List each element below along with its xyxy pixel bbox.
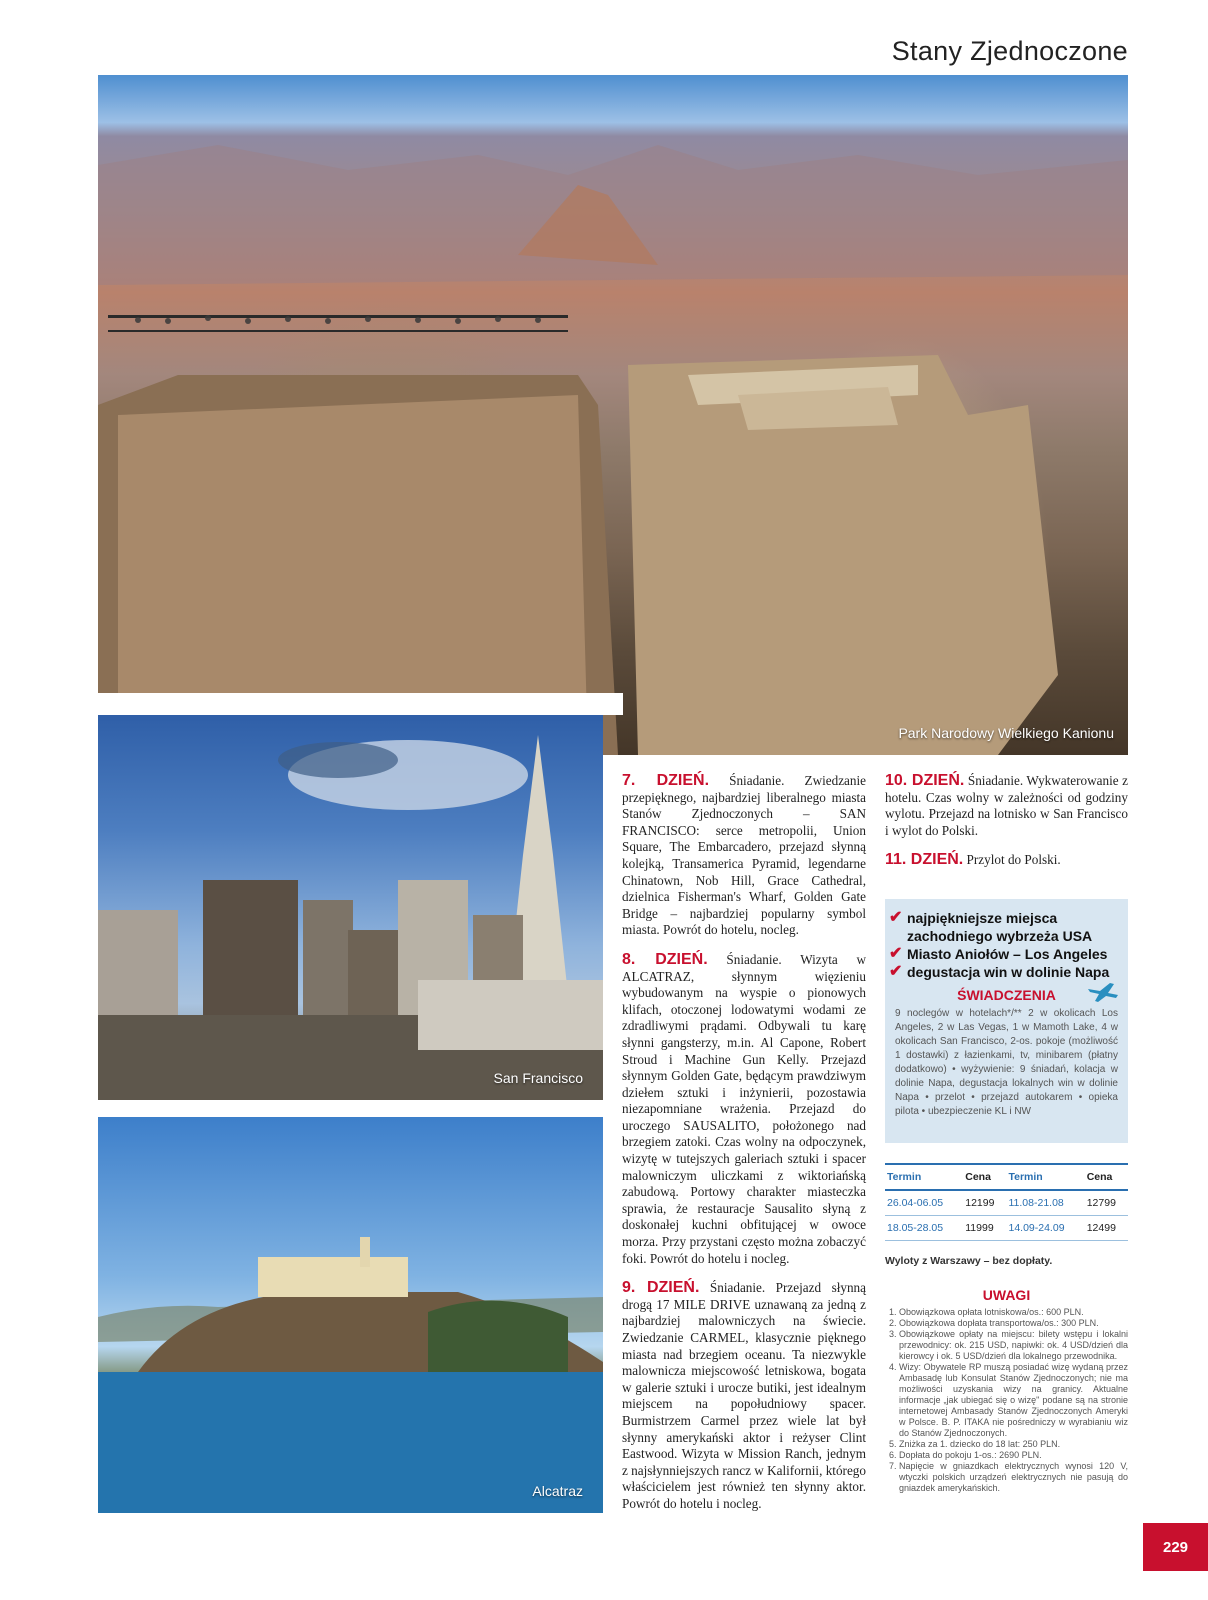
grand-canyon-photo xyxy=(98,75,1128,755)
canyon-caption: Park Narodowy Wielkiego Kanionu xyxy=(898,725,1114,741)
term-cell: 14.09-24.09 xyxy=(1006,1216,1084,1241)
header-term: Termin xyxy=(885,1164,963,1190)
day-text: Śniadanie. Przejazd słynną drogą 17 MILE DRIVE uznawaną za jedną z najbardziej malowniczych na świecie. Zwiedzanie CARMEL, klasycznie pięknego miasta nad brzegiem oceanu. Ta niezwykle malownicza miejscowość letniskowa, bogata w galerie sztuki i urocze butiki, jest idealnym miejscem na popołudniowy spacer. Burmistrzem Carmel przez wiele lat był słynny amerykański aktor i reżyser Clint Eastwood. Wizyta w Mission Ranch, jednym z najsłynniejszych rancz w Kalifornii, którego właścicielem jest również ten słynny aktor. Powrót do hotelu i nocleg. xyxy=(622,1280,866,1511)
itinerary-column-right xyxy=(885,773,1128,882)
table-row xyxy=(885,1190,1128,1216)
uwagi-item: 4. Wizy: Obywatele RP muszą posiadać wizę wydaną przez Ambasadę lub Konsulat Stanów Zjednoczonych; nie ma możliwości uzyskania wizy na granicy. Aktualne informacje „jak ubiegać się o wizę" podane są na stronie internetowej Ambasady Stanów Zjednoczonych Ameryki w Polsce. B. P. ITAKA nie pośredniczy w wyrabianiu wiz do Stanów Zjednoczonych. xyxy=(899,1362,1128,1439)
table-row xyxy=(885,1216,1128,1241)
san-francisco-photo xyxy=(98,715,603,1100)
flights-note: Wyloty z Warszawy – bez dopłaty. xyxy=(885,1255,1053,1267)
price-cell: 11999 xyxy=(963,1216,1006,1241)
day-text: Śniadanie. Wykwaterowanie z hotelu. Czas wolny w zależności od godziny wylotu. Przejazd na lotnisko w San Francisco i wylot do Polski. xyxy=(885,773,1128,838)
skyline-illustration xyxy=(98,715,603,1100)
header-price: Cena xyxy=(1085,1164,1128,1190)
check-icon: ✔ xyxy=(889,909,903,926)
uwagi-item: 5. Zniżka za 1. dziecko do 18 lat: 250 PLN. xyxy=(899,1439,1128,1450)
day-8 xyxy=(622,952,866,1267)
swiadczenia-title: ŚWIADCZENIA xyxy=(957,987,1056,1003)
itinerary-column-middle xyxy=(622,773,866,1526)
day-label: 11. DZIEŃ. xyxy=(885,851,964,869)
price-cell: 12199 xyxy=(963,1190,1006,1216)
uwagi-list xyxy=(885,1307,1128,1494)
page-number: 229 xyxy=(1143,1523,1208,1571)
price-table xyxy=(885,1163,1128,1241)
page-title: Stany Zjednoczone xyxy=(891,36,1128,66)
day-text: Śniadanie. Wizyta w ALCATRAZ, słynnym więzieniu wybudowanym na wyspie o pionowych klifach, otoczonej lodowatymi wodami ze zdradliwymi prądami. Odbywali tu karę słynni gangsterzy, m.in. Al Capone, Robert Stroud i Machine Gun Kelly. Przejazd słynnym Golden Gate, będącym prawdziwym dziełem sztuki i inżynierii, pozostawia niezapomniane wrażenia. Przejazd do uroczego SAUSALITO, położonego nad brzegiem zatoki. Czas wolny na odpoczynek, wizytę w tutejszych galeriach sztuki i spacer malowniczym uliczkami z wiktoriańską zabudową. Portowy charakter miasteczka sprawia, że restauracje Sausalito słyną z doskonałej kuchni obfitującej w owoce morza. Przy przystani często można zobaczyć foki. Powrót do hotelu i nocleg. xyxy=(622,951,866,1266)
day-label: 7. DZIEŃ. xyxy=(622,772,710,789)
term-cell: 11.08-21.08 xyxy=(1006,1190,1084,1216)
price-cell: 12799 xyxy=(1085,1190,1128,1216)
day-label: 9. DZIEŃ. xyxy=(622,1279,700,1297)
swiadczenia-text: 9 noclegów w hotelach*/** 2 w okolicach Los Angeles, 2 w Las Vegas, 1 w Mamoth Lake, 4 w okolicach San Francisco, 2-os. pokoje (możliwość 1 dostawki) z łazienkami, tv, minibarem (płatny dodatkowo) • wyżywienie: 9 śniadań, kolacja w dolinie Napa, degustacja lokalnych win w dolinie Napa • przelot • przejazd autokarem • opieka pilota • ubezpieczenie KL i NW xyxy=(895,1008,1118,1117)
day-9 xyxy=(622,1280,866,1512)
photo-frame-gap xyxy=(98,693,623,715)
highlights-box xyxy=(885,899,1128,1143)
day-11 xyxy=(885,852,1128,869)
header-price: Cena xyxy=(963,1164,1006,1190)
uwagi-item: 2. Obowiązkowa dopłata transportowa/os.: 300 PLN. xyxy=(899,1318,1128,1329)
header-term: Termin xyxy=(1006,1164,1084,1190)
price-cell: 12499 xyxy=(1085,1216,1128,1241)
uwagi-item: 3. Obowiązkowe opłaty na miejscu: bilety wstępu i lokalni przewodnicy: ok. 215 USD, napiwki: ok. 4 USD/dzień dla kierowcy i ok. 5 USD/dzień dla lokalnego przewodnika. xyxy=(899,1329,1128,1362)
highlight-item: ✔ Miasto Aniołów – Los Angeles xyxy=(889,945,1108,962)
uwagi-title: UWAGI xyxy=(982,1287,1031,1303)
check-icon: ✔ xyxy=(889,945,903,962)
alcatraz-photo xyxy=(98,1117,603,1513)
alcatraz-caption: Alcatraz xyxy=(532,1483,583,1499)
uwagi-item: 7. Napięcie w gniazdkach elektrycznych wynosi 120 V, wtyczki polskich urządzeń elektrycznych nie pasują do gniazdek amerykańskich. xyxy=(899,1461,1128,1494)
term-cell: 26.04-06.05 xyxy=(885,1190,963,1216)
alcatraz-illustration xyxy=(98,1117,603,1513)
highlight-item: ✔ degustacja win w dolinie Napa xyxy=(889,963,1110,980)
canyon-illustration xyxy=(98,75,1128,755)
day-text: Przylot do Polski. xyxy=(966,852,1061,868)
highlight-item: ✔ najpiękniejsze miejsca zachodniego wybrzeża USA xyxy=(889,909,1093,944)
airplane-icon xyxy=(1086,981,1120,1003)
check-icon: ✔ xyxy=(889,963,903,980)
day-7 xyxy=(622,773,866,939)
uwagi-item: 6. Dopłata do pokoju 1-os.: 2690 PLN. xyxy=(899,1450,1128,1461)
day-label: 8. DZIEŃ. xyxy=(622,950,708,968)
day-10 xyxy=(885,773,1128,839)
day-label: 10. DZIEŃ. xyxy=(885,772,965,789)
sf-caption: San Francisco xyxy=(493,1070,583,1086)
day-text: Śniadanie. Zwiedzanie przepięknego, najbardziej liberalnego miasta Stanów Zjednoczonych – SAN FRANCISCO: serce metropolii, Union Square, The Embarcadero, przejazd słynną kolejką, Transamerica Pyramid, legendarne Chinatown, Nob Hill, Grace Cathedral, dzielnica Fisherman's Wharf, Golden Gate Bridge – najbardziej popularny symbol miasta. Powrót do hotelu, nocleg. xyxy=(622,773,867,938)
term-cell: 18.05-28.05 xyxy=(885,1216,963,1241)
uwagi-item: 1. Obowiązkowa opłata lotniskowa/os.: 600 PLN. xyxy=(899,1307,1128,1318)
